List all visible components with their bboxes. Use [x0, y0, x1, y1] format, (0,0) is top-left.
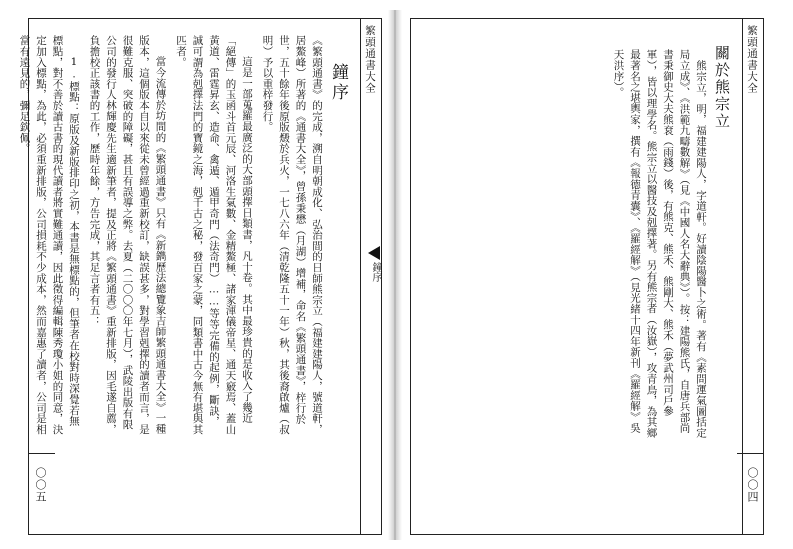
- right-section-title: 關於熊宗立: [713, 45, 731, 130]
- left-header-rule: [360, 19, 361, 534]
- left-page: [18, 18, 382, 535]
- right-page-number: 〇〇四: [746, 467, 759, 503]
- left-footer-rule: [29, 453, 55, 454]
- left-page-header: 繁頭通書大全: [364, 25, 376, 94]
- bio-paragraph-1: 熊宗立，明，福建建陽人，字道軒。好讀陰陽醫卜之術。著有《素問運氣圖括定局立成》、《洪範九疇數解》（見《中國人名大辭典》）。按：建陽熊氏，自唐兵部尚書秉御史大夫熊袞（雨錢）後，有熊克、熊禾、熊剛大、熊禾（夢武州司戶參軍），皆以理學名。熊宗立以醫技及剋擇著。另有熊宗者（汝嶽），攻青鳥，為其鄉最著名之堪輿家，撰有《報德青囊》、《羅經解》（見光緒十四年新刊《羅經解》吳天洪序）。: [612, 49, 707, 439]
- preface-paragraph-3: 當今流傳於坊間的《繁頭通書》只有《新鐫歷法總覽象吉師繁頭通書大全》一種版本，這個版本自以來從未曾經過重新校訂，缺誤甚多，對學習剋擇的讀者而言，是很難克服、突破的障礙，甚且有誤導之弊。去夏（二〇〇〇年七月），武陵出版有限公司的發行人林輝慶先生適新筆者，提及正將《繁頭通書》重新排版，因毛遂自薦，負擔校正該書的工作，歷時年餘，方告完成，其足言者有五：: [88, 35, 167, 435]
- right-body-text: [509, 49, 709, 439]
- book-gutter: [388, 10, 402, 540]
- right-header-rule: [742, 19, 743, 534]
- right-page-header: 繁頭通書大全: [746, 25, 758, 94]
- right-page: [410, 18, 764, 535]
- right-footer-rule: [737, 453, 763, 454]
- left-page-number: 〇〇五: [34, 467, 47, 503]
- preface-paragraph-1: 《繁頭通書》的完成，溯自明朝成化、弘治間的日師熊宗立（福建建陽人，號道軒，居鰲峰）所著的《通書大全》，曾孫秉懋（月湖）增補，命名《繁頭通書》，梓行於世，五十餘年後原版燬於兵火，一七八六年（清乾隆五十一年）秋，其後裔啟爐（叔明）予以重梓發行。: [261, 35, 323, 435]
- left-section-title: 鐘序: [328, 63, 348, 103]
- preface-paragraph-4: 1.標點：原版及新版排印之初，本書是無標點的，但筆者在校對時深覺若無標點，對不善於讀古書的現代讀者將實難通讀，因此徵得編輯陳秀瓊小姐的同意，決定加入標點，為此，必須重新排版，公司損耗不少成本，然而嘉惠了讀者，公司是相當有遠見的，彌足欽佩。: [18, 35, 80, 435]
- left-tab-marker: [368, 246, 380, 260]
- left-body-text: [18, 35, 325, 435]
- preface-paragraph-2: 這是一部蒐羅最廣泛的大部頭擇日類書，凡十卷。其中最珍貴的是收入了幾近「絕傳」的玉函斗首元辰、河洛生氣數、金精鰲極、諸家渾儀帝星、通天竅焉、蓋山黃道、雷霆昇玄、造命、禽遁、遁甲奇門（法奇門）……等等完備的起例，斷訣，誠可謂為剋擇法門的寶鏡之海，剋千古之秘，發百家之蒙，同類書中古今無有堪與其匹者。: [175, 35, 253, 435]
- left-running-head: 鐘序: [370, 262, 381, 282]
